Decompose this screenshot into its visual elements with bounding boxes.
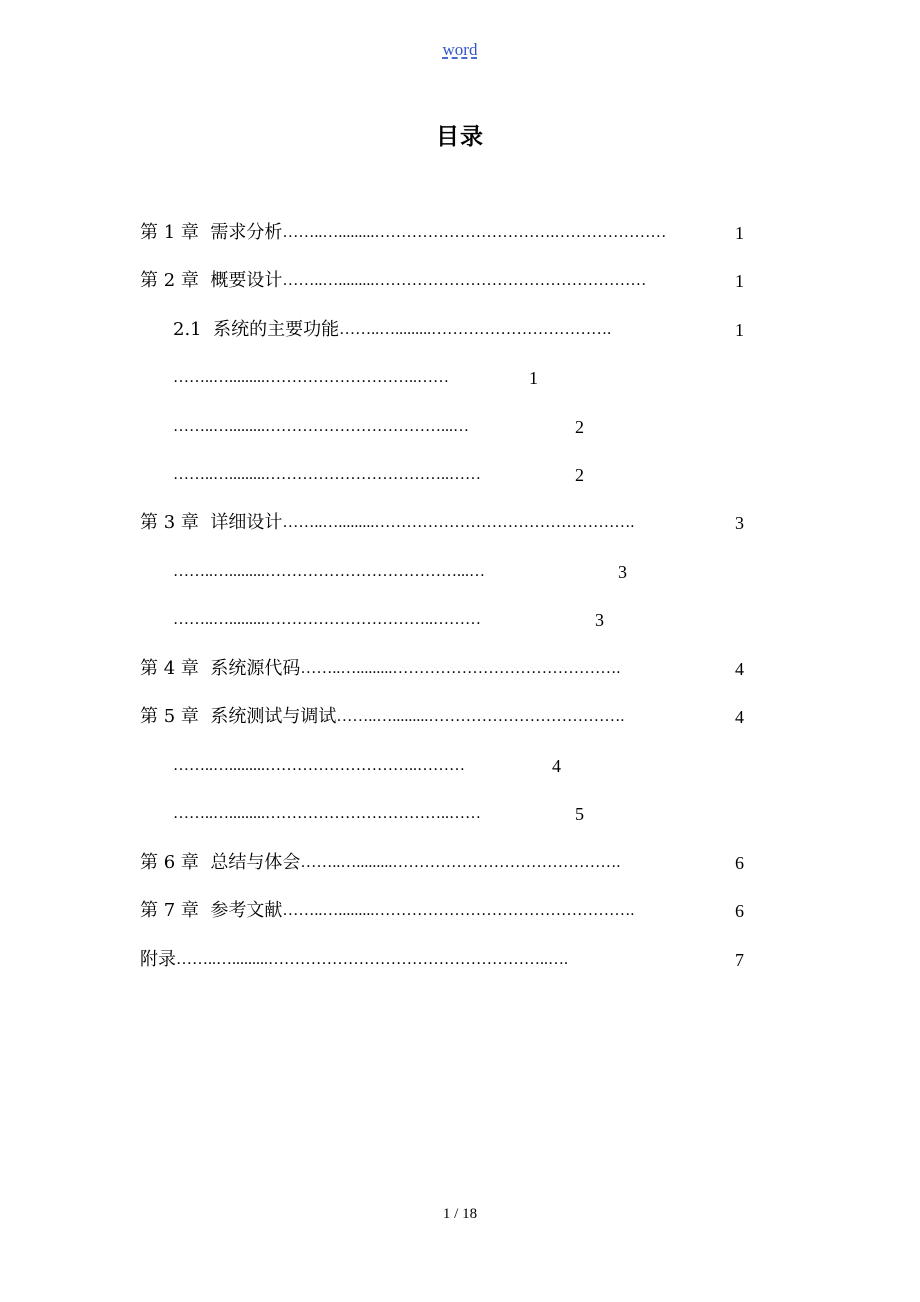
toc-entry-leader: ……..….........……………………………………………: [282, 272, 647, 289]
toc-entry-page-number: 3: [618, 562, 627, 582]
toc-entry-label: 第 6 章 总结与体会: [140, 852, 301, 873]
toc-entry[interactable]: [173, 605, 604, 635]
toc-entry-page-number: 1: [735, 223, 744, 243]
toc-entry-page-number: 4: [735, 707, 744, 727]
page-number: 1 / 18: [442, 1206, 478, 1222]
toc-entry-page-number: 1: [529, 368, 538, 388]
toc-entry-leader: ……..….........……………………………….: [336, 708, 625, 725]
toc-entry-leader: ……..….........………………………………………….: [282, 514, 635, 531]
toc-entry-label: 附录: [140, 949, 176, 970]
toc-entry-page-number: 1: [735, 320, 744, 340]
toc-entry-leader: ……..….........………………………………...…: [173, 563, 485, 580]
toc-entry-page-number: 2: [575, 465, 584, 485]
toc-entry-leader: ……..….........…………………………………….: [300, 854, 621, 871]
toc-entry[interactable]: [140, 945, 744, 975]
toc-entry-page-number: 2: [575, 417, 584, 437]
toc-entry[interactable]: [173, 363, 538, 393]
toc-entry[interactable]: [140, 654, 744, 684]
toc-entry-page-number: 6: [735, 853, 744, 873]
toc-entry-page-number: 4: [552, 756, 561, 776]
toc-entry[interactable]: [140, 266, 744, 296]
toc-entry[interactable]: [173, 751, 561, 781]
toc-entry-leader: ……..….........…………………………….: [339, 321, 612, 338]
toc-entry[interactable]: [140, 218, 744, 248]
toc-entry-page-number: 1: [735, 271, 744, 291]
header-word-link[interactable]: word: [442, 40, 478, 59]
toc-entry-page-number: 4: [735, 659, 744, 679]
toc-entry-page-number: 6: [735, 901, 744, 921]
toc-entry-page-number: 5: [575, 804, 584, 824]
toc-entry-label: 第 1 章 需求分析: [140, 222, 283, 243]
toc-entry-leader: ……..….........………………………..………: [173, 757, 465, 774]
toc-entry-leader: ……..….........……………………………………………..….: [176, 951, 568, 968]
toc-entry[interactable]: [140, 896, 744, 926]
toc-entry-leader: ……..….........……………………………..……: [173, 805, 481, 822]
toc-entry[interactable]: [173, 315, 744, 345]
toc-entry-leader: ……..….........……………………………...…: [173, 418, 469, 435]
toc-entry[interactable]: [173, 412, 584, 442]
toc-entry-page-number: 3: [595, 610, 604, 630]
toc-entry[interactable]: [140, 848, 744, 878]
toc-entry-leader: ……..….........…………………………..………: [173, 611, 481, 628]
toc-entry-page-number: 3: [735, 513, 744, 533]
toc-entry-label: 第 5 章 系统测试与调试: [140, 706, 337, 727]
toc-entry-leader: ……..….........…………………………………….: [300, 660, 621, 677]
toc-entry-leader: ……..….........…………………………….…………………: [282, 224, 667, 241]
toc-entry-label: 第 3 章 详细设计: [140, 512, 283, 533]
toc-entry[interactable]: [173, 799, 584, 829]
toc-entry[interactable]: [140, 702, 744, 732]
toc-entry-label: 第 2 章 概要设计: [140, 270, 283, 291]
toc-entry-page-number: 7: [735, 950, 744, 970]
toc-entry-leader: ……..….........………………………..……: [173, 369, 449, 386]
toc-entry-label: 第 7 章 参考文献: [140, 900, 283, 921]
toc-entry-leader: ……..….........………………………………………….: [282, 902, 635, 919]
toc-entry-leader: ……..….........……………………………..……: [173, 466, 481, 483]
toc-entry-label: 第 4 章 系统源代码: [140, 658, 301, 679]
toc-entry[interactable]: [173, 557, 627, 587]
toc-entry-label: 2.1 系统的主要功能: [173, 319, 340, 340]
toc-entry[interactable]: [140, 508, 744, 538]
toc-title: 目录: [436, 123, 484, 150]
toc-entry[interactable]: [173, 460, 584, 490]
